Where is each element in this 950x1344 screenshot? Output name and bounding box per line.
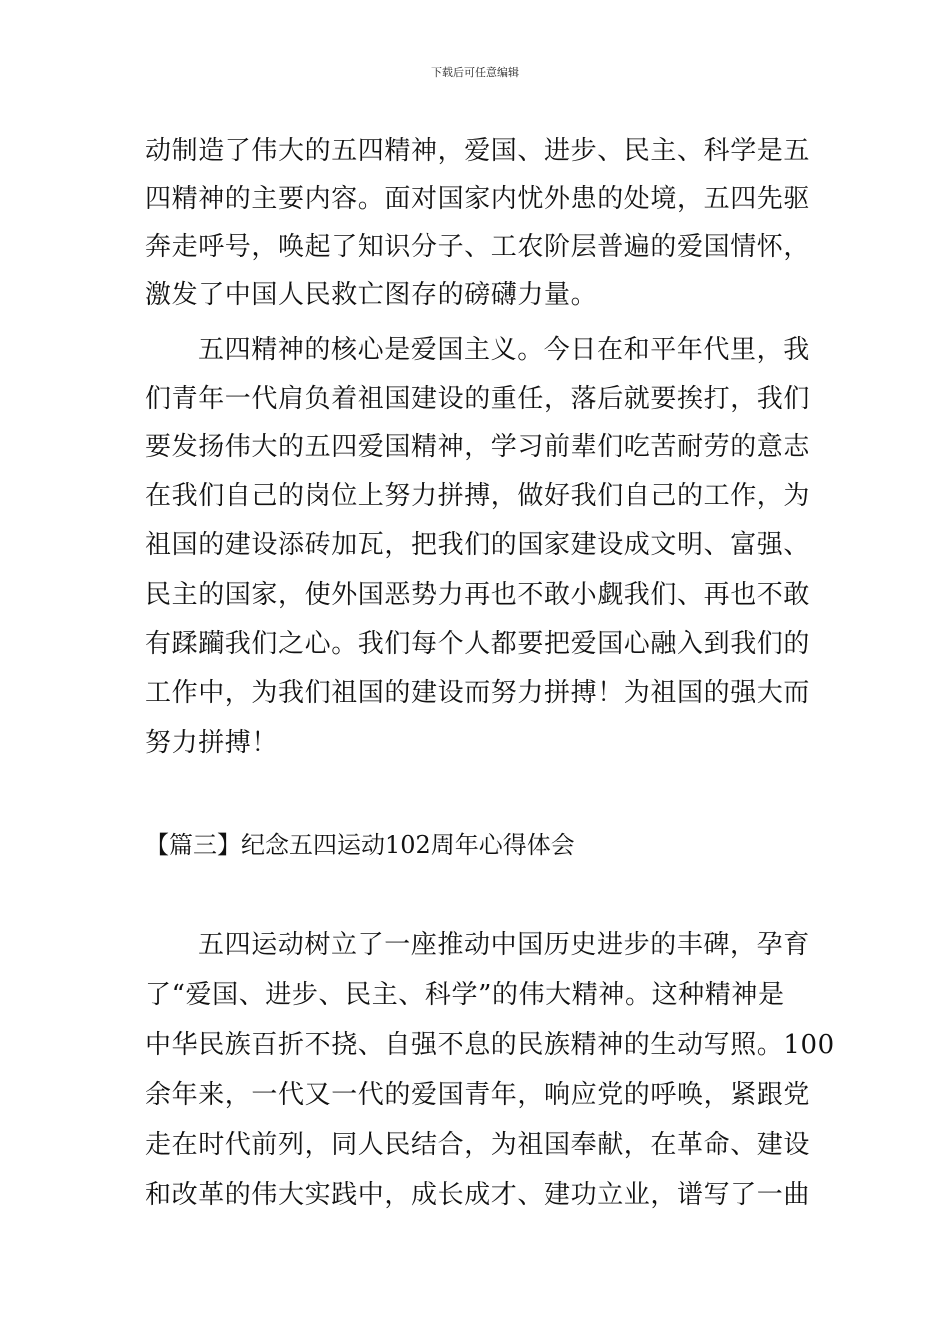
- paragraph-2-line-7: 有蹂躏我们之心。我们每个人都要把爱国心融入到我们的: [145, 629, 811, 659]
- paragraph-2-line-5: 祖国的建设添砖加瓦，把我们的国家建设成文明、富强、: [145, 530, 811, 560]
- paragraph-1-line-4: 激发了中国人民救亡图存的磅礴力量。: [145, 280, 598, 310]
- paragraph-2-line-2: 们青年一代肩负着祖国建设的重任，落后就要挨打，我们: [145, 384, 811, 414]
- paragraph-3-line-4: 余年来，一代又一代的爱国青年，响应党的呼唤，紧跟党: [145, 1080, 811, 1110]
- paragraph-2-line-6: 民主的国家，使外国恶势力再也不敢小觑我们、再也不敢: [145, 580, 811, 610]
- paragraph-2-line-1: 五四精神的核心是爱国主义。今日在和平年代里，我: [198, 335, 810, 365]
- page-header-note: 下载后可任意编辑: [431, 66, 519, 79]
- section-heading: 【篇三】纪念五四运动102周年心得体会: [145, 831, 575, 859]
- paragraph-1-line-3: 奔走呼号，唤起了知识分子、工农阶层普遍的爱国情怀，: [145, 232, 811, 262]
- paragraph-3-line-5: 走在时代前列，同人民结合，为祖国奉献，在革命、建设: [145, 1130, 811, 1160]
- paragraph-2-line-8: 工作中，为我们祖国的建设而努力拼搏！为祖国的强大而: [145, 678, 811, 708]
- paragraph-2-line-9: 努力拼搏！: [145, 728, 279, 758]
- paragraph-2-line-4: 在我们自己的岗位上努力拼搏，做好我们自己的工作，为: [145, 481, 811, 511]
- paragraph-3-line-6: 和改革的伟大实践中，成长成才、建功立业，谱写了一曲: [145, 1180, 811, 1210]
- paragraph-3-line-1: 五四运动树立了一座推动中国历史进步的丰碑，孕育: [198, 930, 810, 960]
- paragraph-2-line-3: 要发扬伟大的五四爱国精神，学习前辈们吃苦耐劳的意志: [145, 432, 811, 462]
- paragraph-1-line-2: 四精神的主要内容。面对国家内忧外患的处境，五四先驱: [145, 184, 811, 214]
- paragraph-3-line-3: 中华民族百折不挠、自强不息的民族精神的生动写照。100: [145, 1030, 835, 1060]
- paragraph-1-line-1: 动制造了伟大的五四精神，爱国、进步、民主、科学是五: [145, 136, 811, 166]
- paragraph-3-line-2: 了“爱国、进步、民主、科学”的伟大精神。这种精神是: [145, 980, 785, 1010]
